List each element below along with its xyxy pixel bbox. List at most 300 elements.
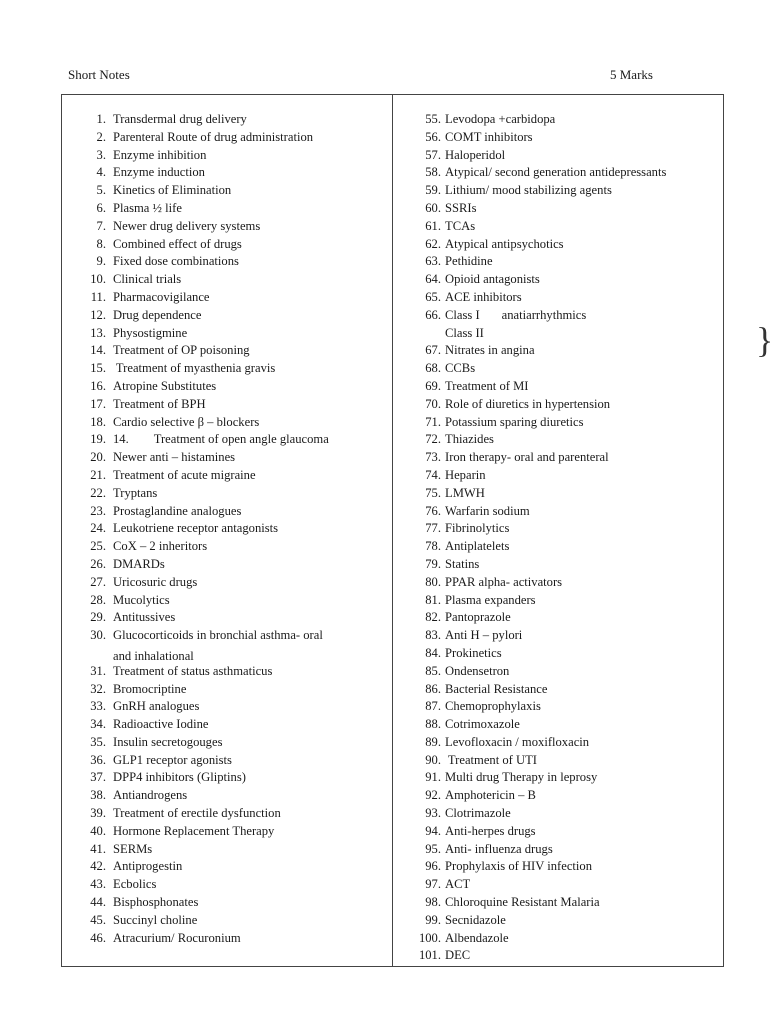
item-number: 70. bbox=[425, 396, 441, 411]
list-item bbox=[398, 111, 724, 129]
item-text-line: Newer drug delivery systems bbox=[113, 218, 261, 233]
item-text-line: CoX – 2 inheritors bbox=[113, 539, 208, 554]
item-text-line: Warfarin sodium bbox=[445, 503, 530, 518]
item-number: 82. bbox=[425, 610, 441, 625]
item-text-line: Haloperidol bbox=[445, 147, 506, 162]
list-item bbox=[398, 520, 724, 538]
item-text-line: Ondensetron bbox=[445, 663, 510, 678]
item-number: 17. bbox=[90, 396, 106, 411]
item-text bbox=[113, 876, 390, 894]
item-text bbox=[445, 111, 724, 129]
item-number: 81. bbox=[425, 592, 441, 607]
item-text-line: Antiprogestin bbox=[113, 859, 183, 874]
item-number: 11. bbox=[90, 289, 106, 304]
item-number: 20. bbox=[90, 450, 106, 465]
item-number: 46. bbox=[90, 930, 106, 945]
item-number: 78. bbox=[425, 539, 441, 554]
item-text bbox=[113, 396, 390, 414]
item-text-line: Newer anti – histamines bbox=[113, 450, 236, 465]
item-number: 57. bbox=[425, 147, 441, 162]
list-item bbox=[398, 876, 724, 894]
list-item bbox=[398, 271, 724, 289]
item-text bbox=[113, 236, 390, 254]
item-text-line: Treatment of OP poisoning bbox=[113, 343, 250, 358]
item-text-line: Atypical antipsychotics bbox=[445, 236, 564, 251]
list-item bbox=[66, 876, 390, 894]
list-item bbox=[66, 823, 390, 841]
list-item bbox=[66, 787, 390, 805]
list-item bbox=[66, 592, 390, 610]
item-text-line: Leukotriene receptor antagonists bbox=[113, 521, 279, 536]
list-item bbox=[398, 823, 724, 841]
item-text-line: Fixed dose combinations bbox=[113, 254, 239, 269]
item-number: 86. bbox=[425, 681, 441, 696]
item-text bbox=[113, 414, 390, 432]
list-item bbox=[66, 681, 390, 699]
item-text bbox=[113, 325, 390, 343]
item-text bbox=[113, 253, 390, 271]
item-text bbox=[113, 698, 390, 716]
item-text bbox=[113, 734, 390, 752]
item-text bbox=[445, 360, 724, 378]
item-number: 68. bbox=[425, 361, 441, 376]
list-item bbox=[66, 627, 390, 663]
item-number: 89. bbox=[425, 734, 441, 749]
item-number: 3. bbox=[96, 147, 106, 162]
item-number: 55. bbox=[425, 112, 441, 126]
list-item bbox=[66, 734, 390, 752]
item-text-line: Clinical trials bbox=[113, 272, 182, 287]
item-text bbox=[113, 271, 390, 289]
item-number: 64. bbox=[425, 272, 441, 287]
list-item bbox=[66, 716, 390, 734]
item-number: 74. bbox=[425, 467, 441, 482]
item-text-line: Bacterial Resistance bbox=[445, 681, 548, 696]
item-text bbox=[113, 894, 390, 912]
list-item bbox=[66, 520, 390, 538]
list-item bbox=[66, 360, 390, 378]
item-number: 37. bbox=[90, 770, 106, 785]
list-item bbox=[398, 182, 724, 200]
item-text-line: Levodopa +carbidopa bbox=[445, 112, 556, 126]
item-text bbox=[113, 538, 390, 556]
item-number: 6. bbox=[96, 200, 106, 215]
item-text bbox=[113, 930, 390, 948]
item-number: 63. bbox=[425, 254, 441, 269]
header-marks: 5 Marks bbox=[610, 67, 653, 82]
item-number: 5. bbox=[96, 183, 106, 198]
item-text bbox=[113, 716, 390, 734]
item-text bbox=[445, 574, 724, 592]
list-item bbox=[398, 858, 724, 876]
list-item bbox=[66, 556, 390, 574]
item-text-line: Hormone Replacement Therapy bbox=[113, 823, 275, 838]
item-text-line: Anti H – pylori bbox=[445, 628, 523, 643]
item-text-line: Nitrates in angina bbox=[445, 343, 535, 358]
item-text bbox=[445, 805, 724, 823]
list-item bbox=[66, 218, 390, 236]
item-text bbox=[113, 752, 390, 770]
item-text bbox=[445, 556, 724, 574]
item-text-line: Prophylaxis of HIV infection bbox=[445, 859, 593, 874]
item-text bbox=[445, 627, 724, 645]
item-text-line: Class I anatiarrhythmics bbox=[445, 307, 587, 322]
item-text bbox=[113, 129, 390, 147]
item-text-line: Potassium sparing diuretics bbox=[445, 414, 584, 429]
item-number: 30. bbox=[90, 628, 106, 643]
item-text bbox=[445, 930, 724, 948]
item-text bbox=[113, 485, 390, 503]
item-text bbox=[445, 592, 724, 610]
item-text-line: Levofloxacin / moxifloxacin bbox=[445, 734, 590, 749]
item-number: 76. bbox=[425, 503, 441, 518]
item-number: 93. bbox=[425, 806, 441, 821]
item-number: 35. bbox=[90, 734, 106, 749]
list-item bbox=[66, 289, 390, 307]
item-text bbox=[113, 912, 390, 930]
item-text-line: CCBs bbox=[445, 361, 476, 376]
item-text-line: Enzyme induction bbox=[113, 165, 205, 180]
item-number: 98. bbox=[425, 895, 441, 910]
list-item bbox=[66, 894, 390, 912]
item-number: 31. bbox=[90, 663, 106, 678]
item-text-line: Prokinetics bbox=[445, 645, 502, 660]
item-text-line: Atracurium/ Rocuronium bbox=[113, 930, 241, 945]
item-number: 88. bbox=[425, 717, 441, 732]
item-number: 59. bbox=[425, 183, 441, 198]
item-number: 72. bbox=[425, 432, 441, 447]
item-text-line: Kinetics of Elimination bbox=[113, 183, 232, 198]
item-number: 65. bbox=[425, 289, 441, 304]
item-number: 44. bbox=[90, 895, 106, 910]
item-number: 27. bbox=[90, 574, 106, 589]
item-number: 38. bbox=[90, 788, 106, 803]
item-text bbox=[113, 164, 390, 182]
item-number: 42. bbox=[90, 859, 106, 874]
item-text-line: Treatment of erectile dysfunction bbox=[113, 806, 281, 821]
item-text bbox=[445, 769, 724, 787]
item-text-line: Antitussives bbox=[113, 610, 176, 625]
item-number: 34. bbox=[90, 717, 106, 732]
item-text bbox=[445, 894, 724, 912]
item-number: 94. bbox=[425, 823, 441, 838]
list-item bbox=[66, 307, 390, 325]
list-item bbox=[398, 930, 724, 948]
item-text-line: Plasma ½ life bbox=[113, 200, 182, 215]
item-text-line: Glucocorticoids in bronchial asthma- oral bbox=[113, 628, 323, 643]
item-text bbox=[445, 823, 724, 841]
item-text-line: ACE inhibitors bbox=[445, 289, 522, 304]
item-number: 69. bbox=[425, 378, 441, 393]
item-number: 18. bbox=[90, 414, 106, 429]
item-number: 73. bbox=[425, 450, 441, 465]
list-item bbox=[398, 663, 724, 681]
item-text-line: Albendazole bbox=[445, 930, 509, 945]
item-text bbox=[113, 663, 390, 681]
item-number: 77. bbox=[425, 521, 441, 536]
list-item bbox=[66, 912, 390, 930]
list-item bbox=[66, 449, 390, 467]
item-number: 33. bbox=[90, 699, 106, 714]
item-text bbox=[113, 182, 390, 200]
item-number: 100. bbox=[418, 930, 441, 945]
item-number: 80. bbox=[425, 574, 441, 589]
item-text bbox=[445, 698, 724, 716]
item-number: 14. bbox=[90, 343, 106, 358]
item-text-continuation: Class II bbox=[445, 325, 484, 340]
item-text-line: DEC bbox=[445, 948, 471, 963]
item-number: 101. bbox=[418, 948, 441, 963]
item-number: 85. bbox=[425, 663, 441, 678]
list-item bbox=[398, 218, 724, 236]
item-text-line: COMT inhibitors bbox=[445, 129, 533, 144]
item-number: 12. bbox=[90, 307, 106, 322]
item-text-line: Tryptans bbox=[113, 485, 158, 500]
item-text-line: 14. Treatment of open angle glaucoma bbox=[113, 432, 329, 447]
list-item bbox=[398, 467, 724, 485]
item-text-line: Parenteral Route of drug administration bbox=[113, 129, 314, 144]
item-text bbox=[445, 734, 724, 752]
item-text bbox=[445, 645, 724, 663]
item-number: 1. bbox=[96, 112, 106, 126]
item-number: 84. bbox=[425, 645, 441, 660]
item-text bbox=[445, 752, 724, 770]
list-item bbox=[66, 930, 390, 948]
list-item bbox=[66, 236, 390, 254]
item-number: 90. bbox=[425, 752, 441, 767]
item-number: 60. bbox=[425, 200, 441, 215]
item-text-line: Atropine Substitutes bbox=[113, 378, 217, 393]
item-text bbox=[113, 147, 390, 165]
item-number: 29. bbox=[90, 610, 106, 625]
list-item bbox=[398, 129, 724, 147]
list-item bbox=[398, 681, 724, 699]
item-text bbox=[445, 876, 724, 894]
item-number: 16. bbox=[90, 378, 106, 393]
item-number: 58. bbox=[425, 165, 441, 180]
item-text-line: Secnidazole bbox=[445, 912, 506, 927]
item-text bbox=[113, 467, 390, 485]
item-text-line: Pantoprazole bbox=[445, 610, 511, 625]
list-item bbox=[398, 574, 724, 592]
item-text-line: Fibrinolytics bbox=[445, 521, 510, 536]
item-text-line: Iron therapy- oral and parenteral bbox=[445, 450, 609, 465]
list-item bbox=[398, 147, 724, 165]
item-text bbox=[113, 858, 390, 876]
item-text-line: ACT bbox=[445, 877, 471, 892]
item-text bbox=[445, 182, 724, 200]
list-item bbox=[398, 912, 724, 930]
item-text bbox=[113, 449, 390, 467]
item-number: 43. bbox=[90, 877, 106, 892]
item-text bbox=[113, 378, 390, 396]
item-number: 40. bbox=[90, 823, 106, 838]
item-text bbox=[113, 769, 390, 787]
item-text bbox=[445, 663, 724, 681]
item-text bbox=[113, 200, 390, 218]
item-number: 22. bbox=[90, 485, 106, 500]
item-text bbox=[445, 414, 724, 432]
list-item bbox=[398, 805, 724, 823]
list-item bbox=[398, 769, 724, 787]
list-item bbox=[66, 182, 390, 200]
header-title: Short Notes bbox=[68, 67, 130, 82]
item-number: 21. bbox=[90, 467, 106, 482]
item-text bbox=[445, 431, 724, 449]
list-item bbox=[398, 378, 724, 396]
item-text-line: LMWH bbox=[445, 485, 485, 500]
item-text-line: GLP1 receptor agonists bbox=[113, 752, 232, 767]
item-number: 24. bbox=[90, 521, 106, 536]
item-number: 28. bbox=[90, 592, 106, 607]
list-item bbox=[398, 342, 724, 360]
item-text-line: Pethidine bbox=[445, 254, 493, 269]
item-text-line: Drug dependence bbox=[113, 307, 202, 322]
list-item bbox=[66, 129, 390, 147]
list-item bbox=[398, 360, 724, 378]
item-text-line: Cardio selective β – blockers bbox=[113, 414, 260, 429]
list-item bbox=[398, 449, 724, 467]
item-text bbox=[445, 218, 724, 236]
item-text-line: Radioactive Iodine bbox=[113, 717, 209, 732]
item-text bbox=[113, 520, 390, 538]
item-text-line: Treatment of UTI bbox=[445, 752, 537, 767]
item-text-line: Mucolytics bbox=[113, 592, 170, 607]
item-text-line: Clotrimazole bbox=[445, 806, 511, 821]
list-item bbox=[398, 627, 724, 645]
item-text bbox=[445, 681, 724, 699]
item-number: 7. bbox=[96, 218, 106, 233]
list-item bbox=[398, 645, 724, 663]
list-item bbox=[66, 200, 390, 218]
item-number: 79. bbox=[425, 556, 441, 571]
item-text bbox=[445, 164, 724, 182]
item-number: 13. bbox=[90, 325, 106, 340]
list-item bbox=[398, 894, 724, 912]
item-text bbox=[445, 947, 724, 965]
list-item bbox=[398, 609, 724, 627]
item-number: 96. bbox=[425, 859, 441, 874]
item-text bbox=[113, 342, 390, 360]
item-number: 75. bbox=[425, 485, 441, 500]
list-item bbox=[398, 592, 724, 610]
list-item bbox=[66, 663, 390, 681]
list-item bbox=[66, 752, 390, 770]
item-text bbox=[113, 431, 390, 449]
item-text-line: Statins bbox=[445, 556, 480, 571]
item-text-line: Heparin bbox=[445, 467, 486, 482]
list-item bbox=[398, 716, 724, 734]
brace-mark: } bbox=[756, 320, 773, 360]
list-item bbox=[398, 236, 724, 254]
list-item bbox=[398, 698, 724, 716]
item-text-line: Lithium/ mood stabilizing agents bbox=[445, 183, 612, 198]
item-number: 23. bbox=[90, 503, 106, 518]
item-number: 91. bbox=[425, 770, 441, 785]
list-item bbox=[398, 396, 724, 414]
item-text bbox=[445, 129, 724, 147]
item-number: 83. bbox=[425, 628, 441, 643]
item-text bbox=[113, 289, 390, 307]
item-text-line: Antiplatelets bbox=[445, 539, 510, 554]
item-text-line: Cotrimoxazole bbox=[445, 717, 520, 732]
item-number: 71. bbox=[425, 414, 441, 429]
item-text bbox=[445, 520, 724, 538]
item-text-line: Chloroquine Resistant Malaria bbox=[445, 895, 600, 910]
item-number: 9. bbox=[96, 254, 106, 269]
list-item bbox=[66, 467, 390, 485]
list-item bbox=[66, 485, 390, 503]
item-number: 32. bbox=[90, 681, 106, 696]
item-text-line: Succinyl choline bbox=[113, 912, 198, 927]
list-item bbox=[398, 200, 724, 218]
list-item bbox=[66, 414, 390, 432]
list-item bbox=[398, 538, 724, 556]
list-item bbox=[398, 787, 724, 805]
item-text-line: Multi drug Therapy in leprosy bbox=[445, 770, 598, 785]
item-text-line: Plasma expanders bbox=[445, 592, 536, 607]
item-text-line: Anti-herpes drugs bbox=[445, 823, 536, 838]
item-text-line: Pharmacovigilance bbox=[113, 289, 210, 304]
list-item bbox=[66, 503, 390, 521]
item-text-line: SERMs bbox=[113, 841, 153, 856]
item-text bbox=[445, 503, 724, 521]
item-text bbox=[113, 218, 390, 236]
list-item bbox=[398, 841, 724, 859]
item-number: 41. bbox=[90, 841, 106, 856]
item-text bbox=[113, 805, 390, 823]
list-item bbox=[66, 378, 390, 396]
item-text-line: DMARDs bbox=[113, 556, 165, 571]
item-text bbox=[445, 236, 724, 254]
list-item bbox=[398, 253, 724, 271]
item-text bbox=[113, 627, 390, 666]
item-text-line: Combined effect of drugs bbox=[113, 236, 242, 251]
item-text bbox=[113, 823, 390, 841]
item-number: 95. bbox=[425, 841, 441, 856]
item-text bbox=[445, 396, 724, 414]
item-text bbox=[445, 449, 724, 467]
list-item bbox=[66, 164, 390, 182]
list-item bbox=[66, 253, 390, 271]
item-number: 19. bbox=[90, 432, 106, 447]
item-number: 8. bbox=[96, 236, 106, 251]
item-text-line: DPP4 inhibitors (Gliptins) bbox=[113, 770, 246, 785]
item-text bbox=[445, 289, 724, 307]
list-item bbox=[398, 289, 724, 307]
list-item bbox=[398, 431, 724, 449]
item-text-line: SSRIs bbox=[445, 200, 477, 215]
list-item bbox=[66, 431, 390, 449]
item-number: 61. bbox=[425, 218, 441, 233]
list-item bbox=[66, 841, 390, 859]
list-item bbox=[66, 769, 390, 787]
item-number: 99. bbox=[425, 912, 441, 927]
item-text-line: Antiandrogens bbox=[113, 788, 188, 803]
item-text-continuation: and inhalational bbox=[113, 648, 194, 663]
item-text bbox=[113, 307, 390, 325]
list-item bbox=[398, 752, 724, 770]
item-text bbox=[445, 538, 724, 556]
right-topic-list bbox=[398, 111, 724, 965]
item-text bbox=[113, 556, 390, 574]
item-text-line: Anti- influenza drugs bbox=[445, 841, 553, 856]
item-text bbox=[445, 342, 724, 360]
item-number: 62. bbox=[425, 236, 441, 251]
item-number: 87. bbox=[425, 699, 441, 714]
list-item bbox=[66, 111, 390, 129]
item-text-line: Thiazides bbox=[445, 432, 494, 447]
